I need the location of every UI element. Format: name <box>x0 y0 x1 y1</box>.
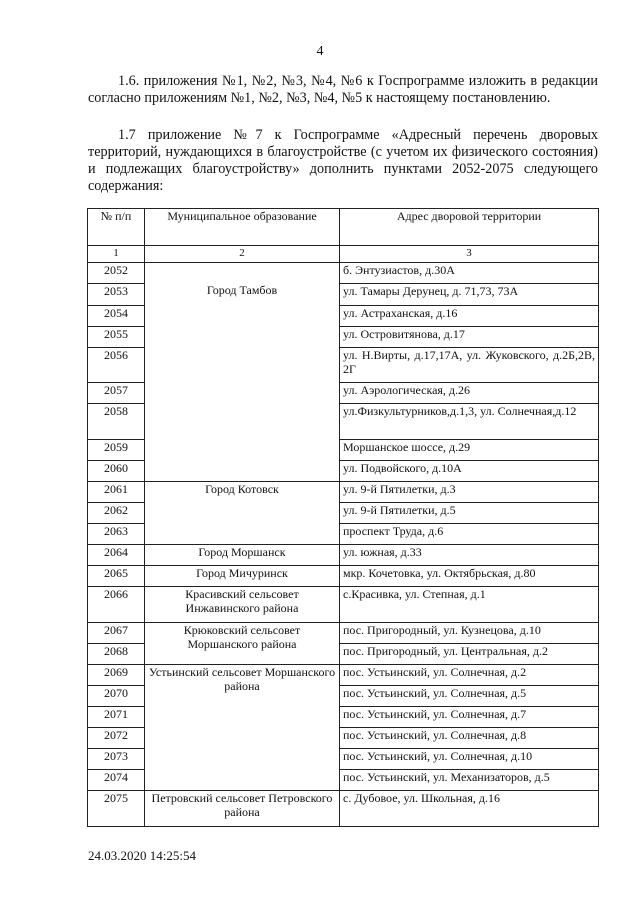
row-number: 2073 <box>88 749 145 770</box>
table-header-row <box>88 209 599 246</box>
municipality-cell: Устьинский сельсовет Моршанского района <box>145 665 340 791</box>
row-number: 2075 <box>88 791 145 827</box>
row-number: 2061 <box>88 482 145 503</box>
row-number: 2072 <box>88 728 145 749</box>
address-cell: мкр. Кочетовка, ул. Октябрьская, д.80 <box>340 566 599 587</box>
row-number: 2066 <box>88 587 145 623</box>
address-cell: Моршанское шоссе, д.29 <box>340 440 599 461</box>
row-number: 2054 <box>88 306 145 327</box>
address-cell: б. Энтузиастов, д.30А <box>340 263 599 284</box>
address-cell: ул. южная, д.33 <box>340 545 599 566</box>
page-number: 4 <box>316 44 324 59</box>
table-row <box>88 623 599 644</box>
row-number: 2065 <box>88 566 145 587</box>
address-table <box>87 208 599 827</box>
row-number: 2058 <box>88 404 145 440</box>
address-cell: ул. 9-й Пятилетки, д.5 <box>340 503 599 524</box>
address-cell: с.Красивка, ул. Степная, д.1 <box>340 587 599 623</box>
row-number: 2067 <box>88 623 145 644</box>
municipality-cell: Крюковский сельсовет Моршанского района <box>145 623 340 665</box>
column-number: 3 <box>340 246 599 263</box>
table-row <box>88 545 599 566</box>
row-number: 2056 <box>88 348 145 383</box>
row-number: 2070 <box>88 686 145 707</box>
table-row <box>88 566 599 587</box>
address-cell: ул. Аэрологическая, д.26 <box>340 383 599 404</box>
municipality-cell: Город Моршанск <box>145 545 340 566</box>
address-cell: пос. Устьинский, ул. Солнечная, д.5 <box>340 686 599 707</box>
address-cell: ул. Тамары Дерунец, д. 71,73, 73А <box>340 284 599 306</box>
address-cell: ул. Астраханская, д.16 <box>340 306 599 327</box>
address-cell: ул. Островитянова, д.17 <box>340 327 599 348</box>
paragraph-1-6: 1.6. приложения №1, №2, №3, №4, №6 к Госпрограмме изложить в редакции согласно приложениям №1, №2, №3, №4, №5 к настоящему постановлению. <box>88 73 598 106</box>
address-cell: проспект Труда, д.6 <box>340 524 599 545</box>
municipality-cell: Город Котовск <box>145 482 340 545</box>
table-row <box>88 791 599 827</box>
table-row <box>88 587 599 623</box>
municipality-cell: Петровский сельсовет Петровского района <box>145 791 340 827</box>
municipality-cell: Город Мичуринск <box>145 566 340 587</box>
row-number: 2071 <box>88 707 145 728</box>
row-number: 2055 <box>88 327 145 348</box>
municipality-cell: Город Тамбов <box>145 263 340 482</box>
row-number: 2062 <box>88 503 145 524</box>
table-row <box>88 665 599 686</box>
paragraph-1-7: 1.7 приложение №7 к Госпрограмме «Адресный перечень дворовых территорий, нуждающихся в благоустройстве (с учетом их физического состояния) и подлежащих благоустройству» дополнить пунктами 2052-2075 следующего содержания: <box>88 127 598 194</box>
column-header-number: № п/п <box>88 209 145 246</box>
row-number: 2059 <box>88 440 145 461</box>
table-row <box>88 482 599 503</box>
address-cell: пос. Устьинский, ул. Солнечная, д.7 <box>340 707 599 728</box>
table-row <box>88 263 599 284</box>
column-number: 2 <box>145 246 340 263</box>
address-cell: пос. Пригородный, ул. Кузнецова, д.10 <box>340 623 599 644</box>
address-cell: пос. Устьинский, ул. Солнечная, д.8 <box>340 728 599 749</box>
address-cell: пос. Устьинский, ул. Солнечная, д.2 <box>340 665 599 686</box>
row-number: 2063 <box>88 524 145 545</box>
row-number: 2052 <box>88 263 145 284</box>
address-cell: пос. Пригородный, ул. Центральная, д.2 <box>340 644 599 665</box>
row-number: 2064 <box>88 545 145 566</box>
column-number: 1 <box>88 246 145 263</box>
row-number: 2053 <box>88 284 145 306</box>
address-cell: с. Дубовое, ул. Школьная, д.16 <box>340 791 599 827</box>
row-number: 2057 <box>88 383 145 404</box>
row-number: 2069 <box>88 665 145 686</box>
column-header-municipality: Муниципальное образование <box>145 209 340 246</box>
address-cell: пос. Устьинский, ул. Солнечная, д.10 <box>340 749 599 770</box>
address-cell: ул.Физкультурников,д.1,3, ул. Солнечная,д.12 <box>340 404 599 440</box>
row-number: 2060 <box>88 461 145 482</box>
footer-timestamp: 24.03.2020 14:25:54 <box>88 848 196 863</box>
row-number: 2074 <box>88 770 145 791</box>
column-number-row <box>88 246 599 263</box>
column-header-address: Адрес дворовой территории <box>340 209 599 246</box>
municipality-cell: Красивский сельсовет Инжавинского района <box>145 587 340 623</box>
row-number: 2068 <box>88 644 145 665</box>
address-cell: ул. Н.Вирты, д.17,17А, ул. Жуковского, д.2Б,2В, 2Г <box>340 348 599 383</box>
address-cell: ул. 9-й Пятилетки, д.3 <box>340 482 599 503</box>
address-cell: ул. Подвойского, д.10А <box>340 461 599 482</box>
address-cell: пос. Устьинский, ул. Механизаторов, д.5 <box>340 770 599 791</box>
